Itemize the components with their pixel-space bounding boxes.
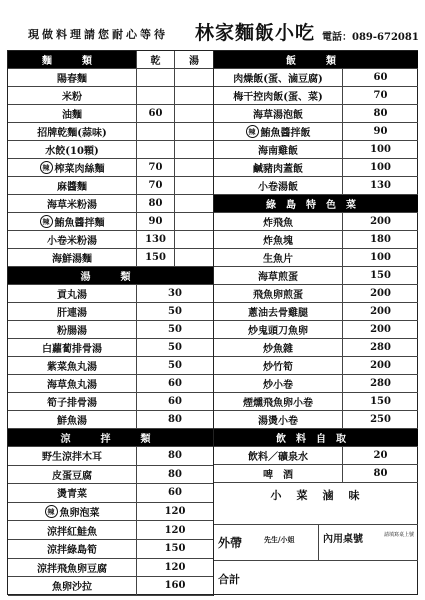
menu-row bbox=[8, 447, 213, 466]
spicy-icon: 辣 bbox=[40, 161, 53, 174]
menu-row bbox=[8, 357, 213, 375]
item-name: 油麵 bbox=[62, 110, 82, 121]
price-cell: 150 bbox=[342, 267, 418, 284]
menu-row bbox=[8, 285, 213, 303]
menu-item bbox=[214, 231, 342, 248]
menu-item bbox=[8, 249, 136, 266]
menu-item bbox=[8, 559, 136, 577]
menu-item bbox=[8, 577, 136, 595]
price-cell bbox=[174, 231, 213, 248]
menu-item bbox=[214, 267, 342, 284]
menu-item bbox=[214, 177, 342, 194]
price-cell bbox=[174, 105, 213, 122]
item-name: 湯燙小卷 bbox=[258, 416, 298, 427]
item-name: 榨菜肉絲麵 bbox=[54, 164, 105, 175]
price-cell: 80 bbox=[136, 195, 174, 212]
price-cell: 20 bbox=[342, 447, 418, 464]
item-name: 海鮮湯麵 bbox=[52, 254, 92, 265]
menu-item bbox=[8, 141, 136, 158]
price-cell: 30 bbox=[136, 285, 213, 302]
menu-row bbox=[8, 521, 213, 540]
menu-row bbox=[8, 375, 213, 393]
item-name: 鮪魚醬拌飯 bbox=[260, 128, 311, 139]
menu-item bbox=[214, 105, 342, 122]
item-name: 皮蛋豆腐 bbox=[52, 470, 92, 482]
item-name: 魚卵泡菜 bbox=[59, 508, 100, 520]
menu-item bbox=[214, 447, 342, 464]
menu-row bbox=[8, 484, 213, 503]
green-island-header: 綠島特色菜 bbox=[214, 195, 418, 212]
price-cell: 280 bbox=[342, 339, 418, 356]
menu-item bbox=[214, 357, 342, 374]
price-cell bbox=[174, 87, 213, 104]
item-name: 紫菜魚丸湯 bbox=[47, 362, 97, 373]
item-name: 粉腸湯 bbox=[57, 326, 87, 337]
price-cell: 100 bbox=[342, 249, 418, 266]
price-cell: 200 bbox=[342, 357, 418, 374]
spicy-icon: 辣 bbox=[246, 125, 259, 138]
item-name: 炒魚雜 bbox=[263, 344, 293, 355]
menu-item bbox=[8, 503, 136, 521]
menu-row bbox=[8, 503, 213, 522]
price-cell bbox=[174, 69, 213, 86]
menu-item bbox=[214, 249, 342, 266]
item-name: 肝連湯 bbox=[57, 308, 87, 319]
price-cell: 80 bbox=[136, 466, 213, 484]
menu-row bbox=[8, 231, 213, 249]
price-cell: 60 bbox=[136, 393, 213, 410]
drinks-header-row bbox=[214, 429, 418, 447]
menu-item bbox=[8, 87, 136, 104]
price-cell bbox=[136, 69, 174, 86]
price-cell: 90 bbox=[342, 123, 418, 140]
menu-item bbox=[214, 213, 342, 230]
menu-row bbox=[214, 69, 418, 87]
price-cell bbox=[174, 123, 213, 140]
item-name: 海草魚丸湯 bbox=[47, 380, 97, 391]
menu-item bbox=[8, 447, 136, 465]
sir-miss-label: 先生/小姐 bbox=[264, 535, 295, 544]
price-cell: 50 bbox=[136, 303, 213, 320]
price-cell: 160 bbox=[136, 577, 213, 595]
price-cell bbox=[174, 159, 213, 176]
menu-row bbox=[8, 177, 213, 195]
menu-row bbox=[8, 540, 213, 559]
price-cell: 120 bbox=[136, 559, 213, 577]
item-name: 蔥油去骨雞腿 bbox=[248, 308, 308, 319]
soup-label: 湯 bbox=[174, 51, 213, 68]
item-name: 炒小卷 bbox=[263, 380, 293, 391]
menu-row bbox=[8, 249, 213, 267]
salad-header: 涼 拌 類 bbox=[8, 429, 213, 446]
price-cell: 200 bbox=[342, 321, 418, 338]
price-cell: 80 bbox=[342, 465, 418, 482]
price-cell bbox=[174, 141, 213, 158]
left-column bbox=[8, 51, 213, 596]
item-name: 涼拌紅鮭魚 bbox=[47, 526, 97, 538]
menu-row bbox=[214, 87, 418, 105]
green-island-header-row bbox=[214, 195, 418, 213]
item-name: 啤 酒 bbox=[263, 470, 293, 481]
menu-item bbox=[8, 540, 136, 558]
price-cell: 50 bbox=[136, 357, 213, 374]
price-cell: 90 bbox=[136, 213, 174, 230]
menu-item bbox=[214, 159, 342, 176]
price-cell: 200 bbox=[342, 303, 418, 320]
price-cell: 130 bbox=[136, 231, 174, 248]
menu-item bbox=[214, 303, 342, 320]
spicy-icon: 辣 bbox=[45, 505, 58, 518]
item-name: 水餃(10顆) bbox=[45, 146, 99, 157]
item-name: 炸魚塊 bbox=[263, 236, 293, 247]
price-cell bbox=[136, 123, 174, 140]
menu-item bbox=[214, 285, 342, 302]
drinks-header: 飲料自取 bbox=[214, 429, 418, 446]
slogan-text: 現做料理請您耐心等待 bbox=[28, 28, 168, 41]
item-name: 炒竹筍 bbox=[263, 362, 293, 373]
menu-row bbox=[214, 393, 418, 411]
menu-item bbox=[8, 177, 136, 194]
menu-row bbox=[214, 303, 418, 321]
price-cell: 80 bbox=[342, 105, 418, 122]
dry-label: 乾 bbox=[136, 51, 174, 68]
total-row bbox=[214, 561, 418, 596]
noodles-group-price: 60 bbox=[136, 69, 174, 159]
menu-row bbox=[8, 321, 213, 339]
price-cell: 200 bbox=[342, 285, 418, 302]
price-cell: 250 bbox=[342, 411, 418, 428]
item-name: 貢丸湯 bbox=[57, 290, 87, 301]
menu-item bbox=[8, 393, 136, 410]
item-name: 魚卵沙拉 bbox=[52, 582, 92, 594]
dine-in-box bbox=[318, 525, 418, 560]
price-cell: 200 bbox=[342, 213, 418, 230]
menu-row bbox=[8, 141, 213, 159]
phone-number: 電話：089-672081 bbox=[322, 32, 419, 43]
menu-row bbox=[8, 466, 213, 485]
price-cell: 100 bbox=[342, 141, 418, 158]
menu-item bbox=[8, 357, 136, 374]
menu-row bbox=[8, 69, 213, 87]
menu-item bbox=[214, 411, 342, 428]
menu-grid bbox=[7, 50, 418, 595]
menu-row bbox=[214, 141, 418, 159]
total-label: 合計 bbox=[218, 572, 240, 586]
menu-item bbox=[214, 87, 342, 104]
menu-item bbox=[8, 484, 136, 502]
price-cell bbox=[136, 105, 174, 122]
price-cell: 50 bbox=[136, 339, 213, 356]
menu-item bbox=[214, 465, 342, 482]
soup-header-row bbox=[8, 267, 213, 285]
item-name: 肉燥飯(蛋、滷豆腐) bbox=[233, 74, 323, 85]
menu-row bbox=[214, 411, 418, 429]
item-name: 海草湯泡飯 bbox=[253, 110, 303, 121]
menu-row bbox=[214, 447, 418, 465]
menu-item bbox=[8, 303, 136, 320]
menu-item bbox=[8, 159, 136, 176]
menu-row bbox=[8, 559, 213, 578]
item-name: 燙青菜 bbox=[57, 489, 87, 501]
item-name: 白蘿蔔排骨湯 bbox=[42, 344, 102, 355]
menu-row bbox=[214, 285, 418, 303]
price-cell: 150 bbox=[136, 540, 213, 558]
shop-name: 林家麵飯小吃 bbox=[195, 22, 316, 44]
price-cell: 80 bbox=[136, 411, 213, 428]
menu-item bbox=[214, 393, 342, 410]
menu-item bbox=[214, 123, 342, 140]
rice-header-row bbox=[214, 51, 418, 69]
price-cell: 70 bbox=[136, 159, 174, 176]
menu-item bbox=[214, 339, 342, 356]
menu-item bbox=[8, 339, 136, 356]
menu-row bbox=[214, 267, 418, 285]
menu-item bbox=[8, 69, 136, 86]
menu-item bbox=[8, 375, 136, 392]
price-cell: 280 bbox=[342, 375, 418, 392]
item-name: 涼拌飛魚卵豆腐 bbox=[37, 563, 107, 575]
menu-row bbox=[8, 159, 213, 177]
item-name: 米粉 bbox=[62, 92, 82, 103]
noodles-header-row bbox=[8, 51, 213, 69]
order-type-row bbox=[214, 525, 418, 561]
menu-row bbox=[214, 321, 418, 339]
price-cell bbox=[174, 177, 213, 194]
item-name: 小卷湯飯 bbox=[258, 182, 298, 193]
price-cell: 150 bbox=[136, 249, 174, 266]
price-cell: 100 bbox=[342, 159, 418, 176]
price-cell: 120 bbox=[136, 503, 213, 521]
menu-row bbox=[8, 195, 213, 213]
price-cell bbox=[136, 141, 174, 158]
menu-item bbox=[8, 213, 136, 230]
menu-row bbox=[214, 357, 418, 375]
spicy-icon: 辣 bbox=[40, 215, 53, 228]
item-name: 招牌乾麵(蒜味) bbox=[37, 128, 107, 139]
price-cell bbox=[174, 249, 213, 266]
menu-row bbox=[8, 393, 213, 411]
rice-header: 飯 類 bbox=[214, 51, 418, 68]
menu-item bbox=[8, 466, 136, 484]
item-name: 梅干控肉飯(蛋、菜) bbox=[233, 92, 323, 103]
item-name: 鮪魚醬拌麵 bbox=[54, 218, 105, 229]
price-cell: 80 bbox=[136, 447, 213, 465]
price-cell: 60 bbox=[136, 484, 213, 502]
item-name: 炸飛魚 bbox=[263, 218, 293, 229]
menu-item bbox=[214, 69, 342, 86]
menu-row bbox=[214, 177, 418, 195]
item-name: 飛魚卵煎蛋 bbox=[253, 290, 303, 301]
menu-row bbox=[8, 123, 213, 141]
price-cell: 180 bbox=[342, 231, 418, 248]
item-name: 生魚片 bbox=[263, 254, 293, 265]
menu-item bbox=[8, 411, 136, 428]
menu-item bbox=[214, 141, 342, 158]
item-name: 麻醬麵 bbox=[57, 182, 87, 193]
item-name: 鹹豬肉蓋飯 bbox=[253, 164, 303, 175]
right-column bbox=[213, 51, 418, 596]
price-cell: 70 bbox=[136, 177, 174, 194]
takeout-label: 外帶 bbox=[218, 536, 243, 550]
price-cell: 150 bbox=[342, 393, 418, 410]
item-name: 飲料／礦泉水 bbox=[248, 452, 308, 463]
item-name: 小卷米粉湯 bbox=[47, 236, 97, 247]
item-name: 煙燻飛魚卵小卷 bbox=[243, 398, 313, 409]
price-cell: 120 bbox=[136, 521, 213, 539]
dine-in-label: 內用桌號 bbox=[323, 534, 363, 545]
menu-row bbox=[8, 213, 213, 231]
menu-row bbox=[8, 577, 213, 596]
price-cell: 60 bbox=[342, 69, 418, 86]
price-cell: 70 bbox=[342, 87, 418, 104]
menu-item bbox=[214, 375, 342, 392]
menu-row bbox=[214, 231, 418, 249]
menu-row bbox=[8, 105, 213, 123]
menu-row bbox=[8, 87, 213, 105]
item-name: 涼拌綠島筍 bbox=[47, 545, 97, 557]
menu-item bbox=[8, 231, 136, 248]
menu-row bbox=[214, 159, 418, 177]
dine-in-note: 請填寫桌上號 bbox=[383, 532, 414, 538]
item-name: 海南雞飯 bbox=[258, 146, 298, 157]
menu-row bbox=[214, 375, 418, 393]
menu-row bbox=[8, 339, 213, 357]
menu-row bbox=[214, 339, 418, 357]
menu-item bbox=[8, 123, 136, 140]
menu-item bbox=[8, 195, 136, 212]
item-name: 陽春麵 bbox=[57, 74, 87, 85]
menu-item bbox=[8, 521, 136, 539]
price-cell bbox=[136, 87, 174, 104]
price-cell bbox=[174, 213, 213, 230]
menu-item bbox=[214, 321, 342, 338]
menu-row bbox=[214, 105, 418, 123]
price-cell: 130 bbox=[342, 177, 418, 194]
item-name: 海草煎蛋 bbox=[258, 272, 298, 283]
item-name: 筍子排骨湯 bbox=[47, 398, 97, 409]
menu-row bbox=[214, 213, 418, 231]
item-name: 炒鬼頭刀魚卵 bbox=[248, 326, 308, 337]
salad-header-row bbox=[8, 429, 213, 447]
noodles-header: 麵 類 bbox=[8, 51, 136, 68]
item-name: 海草米粉湯 bbox=[47, 200, 97, 211]
menu-row bbox=[214, 465, 418, 483]
menu-item bbox=[8, 105, 136, 122]
menu-item bbox=[8, 285, 136, 302]
menu-item bbox=[8, 321, 136, 338]
menu-row bbox=[214, 123, 418, 141]
menu-row bbox=[8, 303, 213, 321]
side-dishes-label: 小 菜 滷 味 bbox=[270, 488, 362, 502]
price-cell: 60 bbox=[136, 375, 213, 392]
menu-row bbox=[214, 249, 418, 267]
price-cell: 50 bbox=[136, 321, 213, 338]
price-cell bbox=[174, 195, 213, 212]
soup-header: 湯 類 bbox=[8, 267, 213, 284]
page-header bbox=[0, 0, 425, 46]
item-name: 鮮魚湯 bbox=[57, 416, 87, 427]
menu-row bbox=[8, 411, 213, 429]
item-name: 野生涼拌木耳 bbox=[42, 452, 102, 464]
takeout-box bbox=[214, 525, 318, 560]
